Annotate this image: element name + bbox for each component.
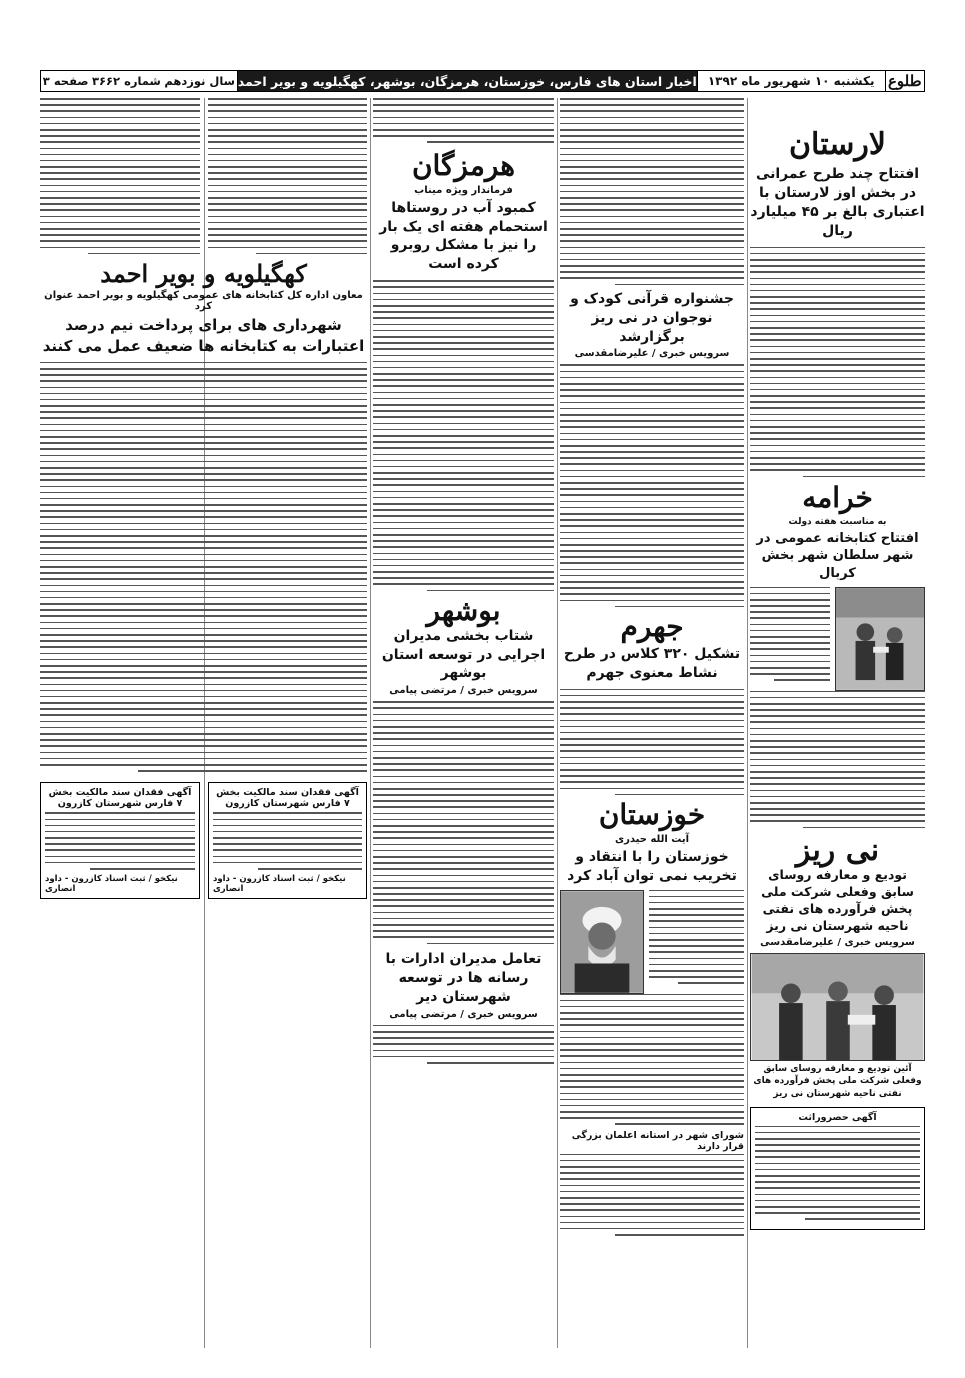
issue-date: یکشنبه ۱۰ شهریور ماه ۱۳۹۲ xyxy=(697,71,885,91)
headline-jahrom: جهرم xyxy=(620,609,684,643)
newspaper-logo: طلوع xyxy=(885,71,924,91)
shura-item: شورای شهر در استانه اعلمان بزرگی قرار دارند xyxy=(571,1129,744,1152)
subhead-jahrom: تشکیل ۳۲۰ کلاس در طرح نشاط معنوی جهرم xyxy=(563,645,741,681)
kicker-khuzestan: آیت الله حیدری xyxy=(614,833,690,845)
article-body-jahrom xyxy=(560,689,744,796)
article-body-kb-top-left xyxy=(40,98,200,254)
byline-bushehr: سرویس خبری / مرتضی پیامی xyxy=(389,685,538,697)
volume-year: سال نوزدهم xyxy=(164,74,235,88)
byline-dayyer: سرویس خبری / مرتضی پیامی xyxy=(389,1008,538,1020)
subhead-hormozgan: کمبود آب در روستاها استحمام هفته ای یک بار را نیز با مشکل روبرو کرده است xyxy=(379,199,548,273)
article-body-hormozgan xyxy=(373,280,554,591)
section-masthead xyxy=(40,70,925,92)
ad-title: آگهی حصروراثت xyxy=(798,1111,877,1123)
kicker-kherameh: به مناسبت هفته دولت xyxy=(788,516,887,527)
column-hormozgan-bushehr xyxy=(373,98,554,1068)
article-body-lorestan xyxy=(750,247,925,478)
headline-bushehr: بوشهر xyxy=(426,593,501,627)
section-title: اخبار استان های فارس، خوزستان، هرمزگان، بوشهر، کهگیلویه و بویر احمد xyxy=(238,71,697,91)
article-body-kohgiluyeh xyxy=(40,362,367,772)
ad-hasr-verasat xyxy=(750,1107,925,1230)
ad-body xyxy=(213,812,362,869)
column-kohgiluyeh xyxy=(40,98,367,899)
subhead-quran: جشنواره قرآنی کودک و نوجوان در نی ریز برگزارشد xyxy=(570,290,734,345)
headline-lorestan: لارستان xyxy=(789,127,886,162)
article-body-shura xyxy=(560,1154,744,1236)
ayatollah-portrait-photo xyxy=(560,890,644,994)
ad-lost-deed-1 xyxy=(208,782,367,899)
article-body-dayyer xyxy=(373,1025,554,1064)
article-body-intro xyxy=(560,98,744,285)
neyriz-photo xyxy=(750,953,925,1061)
byline-neyriz: سرویس خبری / علیرضامقدسی xyxy=(760,936,915,948)
ad-title: آگهی فقدان سند مالکیت بخش ۷ فارس شهرستان کازرون xyxy=(48,787,192,810)
subhead-bushehr: شتاب بخشی مدیران اجرایی در توسعه استان بوشهر xyxy=(381,627,546,682)
subhead-kohgiluyeh: شهرداری های برای پرداخت نیم درصد اعتبارات به کتابخانه ها ضعیف عمل می کنند xyxy=(42,316,365,355)
headline-khuzestan: خوزستان xyxy=(598,797,706,831)
article-body-kherameh-cont xyxy=(750,691,925,829)
ad-title: آگهی فقدان سند مالکیت بخش ۷ فارس شهرستان کازرون xyxy=(216,787,359,810)
headline-kohgiluyeh: کهگیلویه و بویر احمد xyxy=(100,258,307,288)
headline-neyriz: نی ریز xyxy=(795,833,880,869)
article-body-quran xyxy=(560,364,744,607)
article-body-kb-top xyxy=(208,98,367,254)
page-number: صفحه ۳ xyxy=(42,74,89,88)
column-rule xyxy=(747,98,748,1348)
article-body-khuzestan xyxy=(649,890,744,994)
kohgiluyeh-body xyxy=(40,362,367,777)
byline-quran: سرویس خبری / علیرضامقدسی xyxy=(574,348,730,360)
ad-footer: نیکخو / ثبت اسناد کازرون - داود انصاری xyxy=(45,874,178,895)
kohgiluyeh-subcolumn-left xyxy=(40,98,200,259)
ad-body xyxy=(45,812,195,869)
kohgiluyeh-subcolumn-right xyxy=(208,98,367,259)
column-lorestan xyxy=(750,98,925,1230)
kicker-hormozgan: فرماندار ویژه میناب xyxy=(414,184,513,196)
kicker-kohgiluyeh: معاون اداره کل کتابخانه های عمومی کهگیلویه و بویر احمد عنوان کرد xyxy=(44,290,363,313)
ad-footer: نیکخو / ثبت اسناد کازرون - داود انصاری xyxy=(213,874,346,895)
article-body-khuzestan-cont xyxy=(560,994,744,1126)
subhead-dayyer: تعامل مدیران ادارات با رسانه ها در توسعه شهرستان دیر xyxy=(385,951,542,1005)
ad-body xyxy=(755,1126,920,1220)
issue-number: شماره ۳۶۶۲ xyxy=(92,74,161,88)
article-body-top xyxy=(373,98,554,143)
subhead-khuzestan: خوزستان را با انتقاد و تخریب نمی توان آباد کرد xyxy=(567,848,737,884)
ad-lost-deed-2 xyxy=(40,782,200,899)
headline-kherameh: خرامه xyxy=(802,481,873,515)
column-fars-khuzestan xyxy=(560,98,744,1240)
caption-neyriz: آئین تودیع و معارفه روسای سابق وفعلی شرکت ملی پخش فرآورده های نفتی ناحیه شهرستان نی ریز xyxy=(753,1063,922,1099)
subhead-neyriz: تودیع و معارفه روسای سابق وفعلی شرکت ملی پخش فرآورده های نفتی ناحیه شهرستان نی ریز xyxy=(761,867,914,933)
column-rule xyxy=(370,98,371,1348)
column-rule xyxy=(557,98,558,1348)
article-body-kherameh xyxy=(750,587,830,691)
headline-hormozgan: هرمزگان xyxy=(411,148,516,182)
article-body-bushehr xyxy=(373,701,554,944)
issue-meta xyxy=(41,71,238,91)
kherameh-photo xyxy=(835,587,925,691)
subhead-lorestan: افتتاح چند طرح عمرانی در بخش اوز لارستان با اعتباری بالغ بر ۴۵ میلیارد ریال xyxy=(750,166,925,239)
subhead-kherameh: افتتاح کتابخانه عمومی در شهر سلطان شهر بخش کربال xyxy=(756,530,919,581)
